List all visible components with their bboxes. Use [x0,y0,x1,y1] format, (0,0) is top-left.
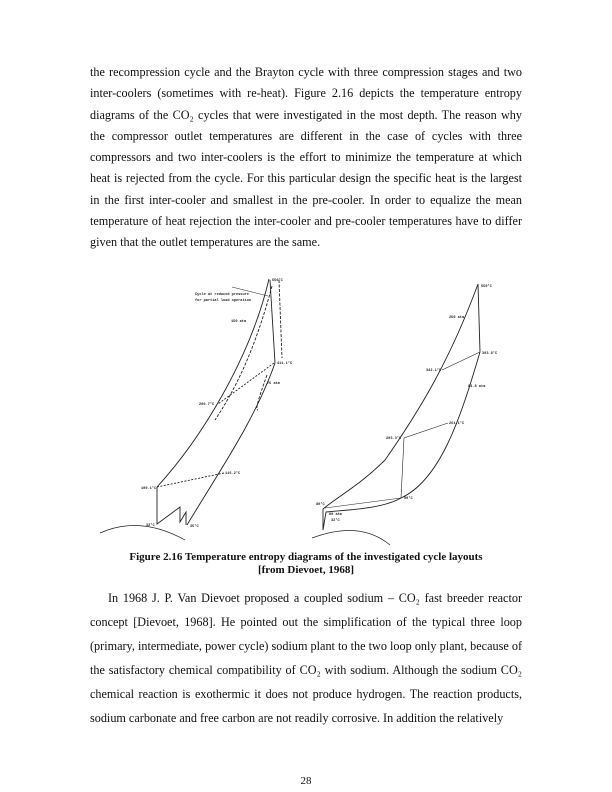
left-diagram-labels [141,278,293,529]
label: 203.3°C [386,437,402,441]
label: 250 atm [449,316,465,320]
label: 32°C [146,524,155,528]
label: 35°C [190,525,199,529]
label: 84.8 atm [468,385,486,389]
label: 90°C [404,497,413,501]
label: 261.1°C [449,422,465,426]
figure-caption: Figure 2.16 Temperature entropy diagrams of the investigated cycle layouts [129,551,483,563]
label: 550°C [481,285,492,289]
label: 100.1°C [141,487,157,491]
label: 393.8°C [482,352,498,356]
label: 80 atm [329,513,342,517]
paragraph-van-dievoet: In 1968 J. P. Van Dievoet proposed a coupled sodium – CO₂ fast breeder reactor concept [Dievoet, 1968]. He pointed out the simplification of the typical three loop (primary, intermediate, power cycle) sodium plant to the two loop only plant, because of the satisfactory chemical compatibility of CO₂ with sodium. Although the sodium CO₂ chemical reaction is exothermic it does not produce hydrogen. The reaction products, sodium carbonate and free carbon are not readily corrosive. In addition the relatively [90,591,522,725]
page-number: 28 [300,775,312,787]
figure-ts-diagrams [90,268,522,546]
paragraph-intro: the recompression cycle and the Brayton cycle with three compression stages and two inter-coolers (sometimes with re-heat). Figure 2.16 depicts the temperature entropy diagrams of the CO₂ cycles that were investigated in the most depth. The reason why the compressor outlet temperatures are different in the case of cycles with three compressors and two inter-coolers is the effort to minimize the temperature at which heat is rejected from the cycle. For this particular design the specific heat is the largest in the first inter-cooler and smallest in the pre-cooler. In order to equalize the mean temperature of heat rejection the inter-cooler and pre-cooler temperatures have to differ given that the outlet temperatures are the same. [90,65,522,250]
right-diagram-labels [316,284,498,523]
label: 80°C [316,503,325,507]
label: 116.2°C [225,472,241,476]
label: 342.1°C [426,369,442,373]
label: Cycle at reduced pressure [195,293,249,297]
label: for partial load operation [195,299,252,303]
label: 200.7°C [199,403,215,407]
left-diagram [100,279,282,540]
figure-caption-source: [from Dievoet, 1968] [257,564,354,576]
label: 75 atm [267,382,280,386]
label: 32°C [331,519,340,523]
label: 550°C [272,279,283,283]
label: 411.1°C [277,362,293,366]
label: 150 atm [231,320,247,324]
ts-diagram-image [90,268,522,546]
right-diagram [312,284,480,545]
